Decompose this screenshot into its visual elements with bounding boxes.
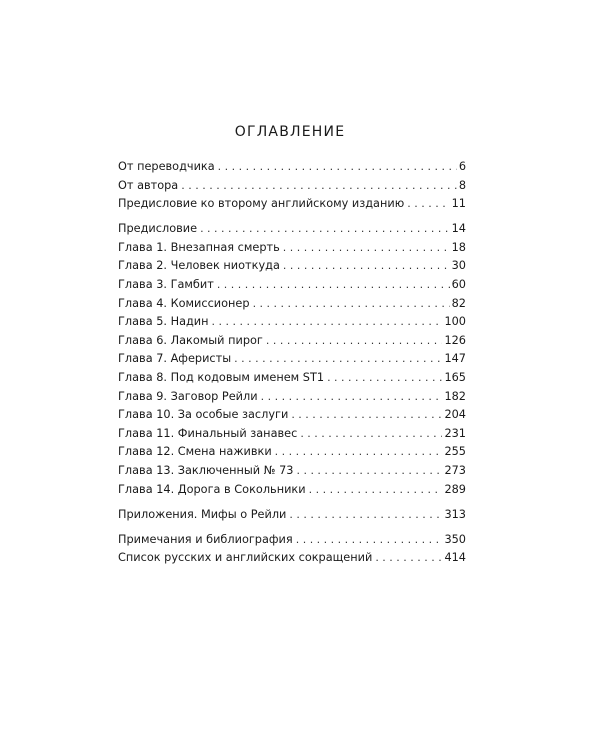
- toc-entry: [118, 408, 466, 427]
- toc-leader-dots: [309, 483, 443, 496]
- toc-entry-label: Глава 5. Надин: [118, 315, 209, 329]
- toc-entry-label: Глава 4. Комиссионер: [118, 296, 250, 310]
- toc-entry: [118, 427, 466, 446]
- toc-leader-dots: [283, 259, 450, 272]
- toc-entry-label: Предисловие: [118, 222, 198, 236]
- toc-entry: [118, 371, 466, 390]
- toc-entry-label: Глава 11. Финальный занавес: [118, 426, 298, 440]
- toc-entry: [118, 179, 466, 198]
- toc-entry: [118, 278, 466, 297]
- toc-entry-label: Список русских и английских сокращений: [118, 551, 373, 565]
- toc-entry-label: Предисловие ко второму английскому изданию: [118, 197, 405, 211]
- toc-leader-dots: [266, 334, 443, 347]
- toc-entry-page: 14: [451, 222, 466, 236]
- toc-entry-label: От переводчика: [118, 160, 215, 173]
- toc-title: ОГЛАВЛЕНИЕ: [234, 124, 346, 140]
- toc-entry: [118, 352, 466, 371]
- toc-entry-label: Глава 8. Под кодовым именем ST1: [118, 371, 325, 385]
- toc-entry-label: Глава 10. За особые заслуги: [118, 408, 289, 422]
- toc-entry: [118, 508, 466, 527]
- toc-entry-page: 414: [444, 551, 466, 565]
- toc-entry-label: Глава 12. Смена наживки: [118, 445, 272, 459]
- toc-leader-dots: [200, 222, 450, 235]
- toc-entry-label: Глава 13. Заключенный № 73: [118, 464, 294, 477]
- toc-entry-page: 18: [451, 240, 466, 254]
- toc-entry: [118, 445, 466, 464]
- toc-entry-label: Глава 2. Человек ниоткуда: [118, 259, 280, 273]
- toc-entry-page: 8: [458, 178, 466, 192]
- toc-entry-page: 126: [444, 333, 466, 347]
- toc-leader-dots: [181, 179, 457, 192]
- toc-entry: [118, 390, 466, 409]
- toc-leader-dots: [327, 371, 442, 384]
- toc-list: [118, 160, 466, 570]
- toc-entry-page: 231: [444, 426, 466, 440]
- toc-entry-label: Глава 9. Заговор Рейли: [118, 389, 258, 403]
- toc-entry: [118, 334, 466, 353]
- toc-leader-dots: [291, 408, 442, 421]
- toc-leader-dots: [407, 197, 449, 210]
- toc-leader-dots: [375, 551, 442, 564]
- toc-entry: [118, 241, 466, 260]
- toc-entry-label: Глава 3. Гамбит: [118, 278, 214, 292]
- toc-leader-dots: [253, 297, 450, 310]
- toc-entry-page: 165: [444, 371, 466, 385]
- toc-entry-page: 60: [451, 278, 466, 292]
- toc-leader-dots: [300, 427, 442, 440]
- toc-entry-page: 182: [444, 389, 466, 403]
- toc-entry-page: 255: [444, 445, 466, 459]
- toc-entry: [118, 259, 466, 278]
- toc-entry-page: 147: [444, 352, 466, 366]
- toc-entry-label: Глава 7. Аферисты: [118, 352, 232, 366]
- toc-leader-dots: [217, 278, 450, 291]
- toc-entry-label: Глава 1. Внезапная смерть: [118, 240, 280, 254]
- toc-entry-page: 6: [458, 160, 466, 173]
- toc-entry-label: От автора: [118, 178, 179, 192]
- toc-leader-dots: [289, 508, 442, 521]
- toc-entry-label: Примечания и библиография: [118, 532, 293, 546]
- toc-entry: [118, 297, 466, 316]
- toc-entry-page: 289: [444, 482, 466, 496]
- toc-entry-page: 30: [451, 259, 466, 273]
- toc-entry-page: 100: [444, 315, 466, 329]
- toc-entry-label: Глава 14. Дорога в Сокольники: [118, 482, 306, 496]
- toc-leader-dots: [296, 464, 442, 477]
- toc-entry: [118, 315, 466, 334]
- toc-leader-dots: [261, 390, 443, 403]
- toc-entry: [118, 551, 466, 570]
- toc-entry-page: 350: [444, 532, 466, 546]
- toc-entry-page: 313: [444, 507, 466, 521]
- toc-leader-dots: [275, 445, 443, 458]
- toc-leader-dots: [212, 315, 443, 328]
- toc-leader-dots: [296, 533, 443, 546]
- toc-entry-page: 11: [451, 197, 466, 211]
- toc-entry: [118, 197, 466, 216]
- toc-entry-label: Приложения. Мифы о Рейли: [118, 507, 287, 521]
- toc-entry: [118, 222, 466, 241]
- toc-entry: [118, 533, 466, 552]
- toc-entry-page: 273: [444, 464, 466, 477]
- toc-leader-dots: [234, 352, 442, 365]
- toc-entry: [118, 483, 466, 502]
- toc-entry-page: 204: [444, 408, 466, 422]
- toc-entry-label: Глава 6. Лакомый пирог: [118, 333, 263, 347]
- toc-entry-page: 82: [451, 296, 466, 310]
- toc-leader-dots: [283, 241, 450, 254]
- toc-entry: [118, 160, 466, 179]
- toc-entry: [118, 464, 466, 483]
- toc-leader-dots: [218, 160, 457, 173]
